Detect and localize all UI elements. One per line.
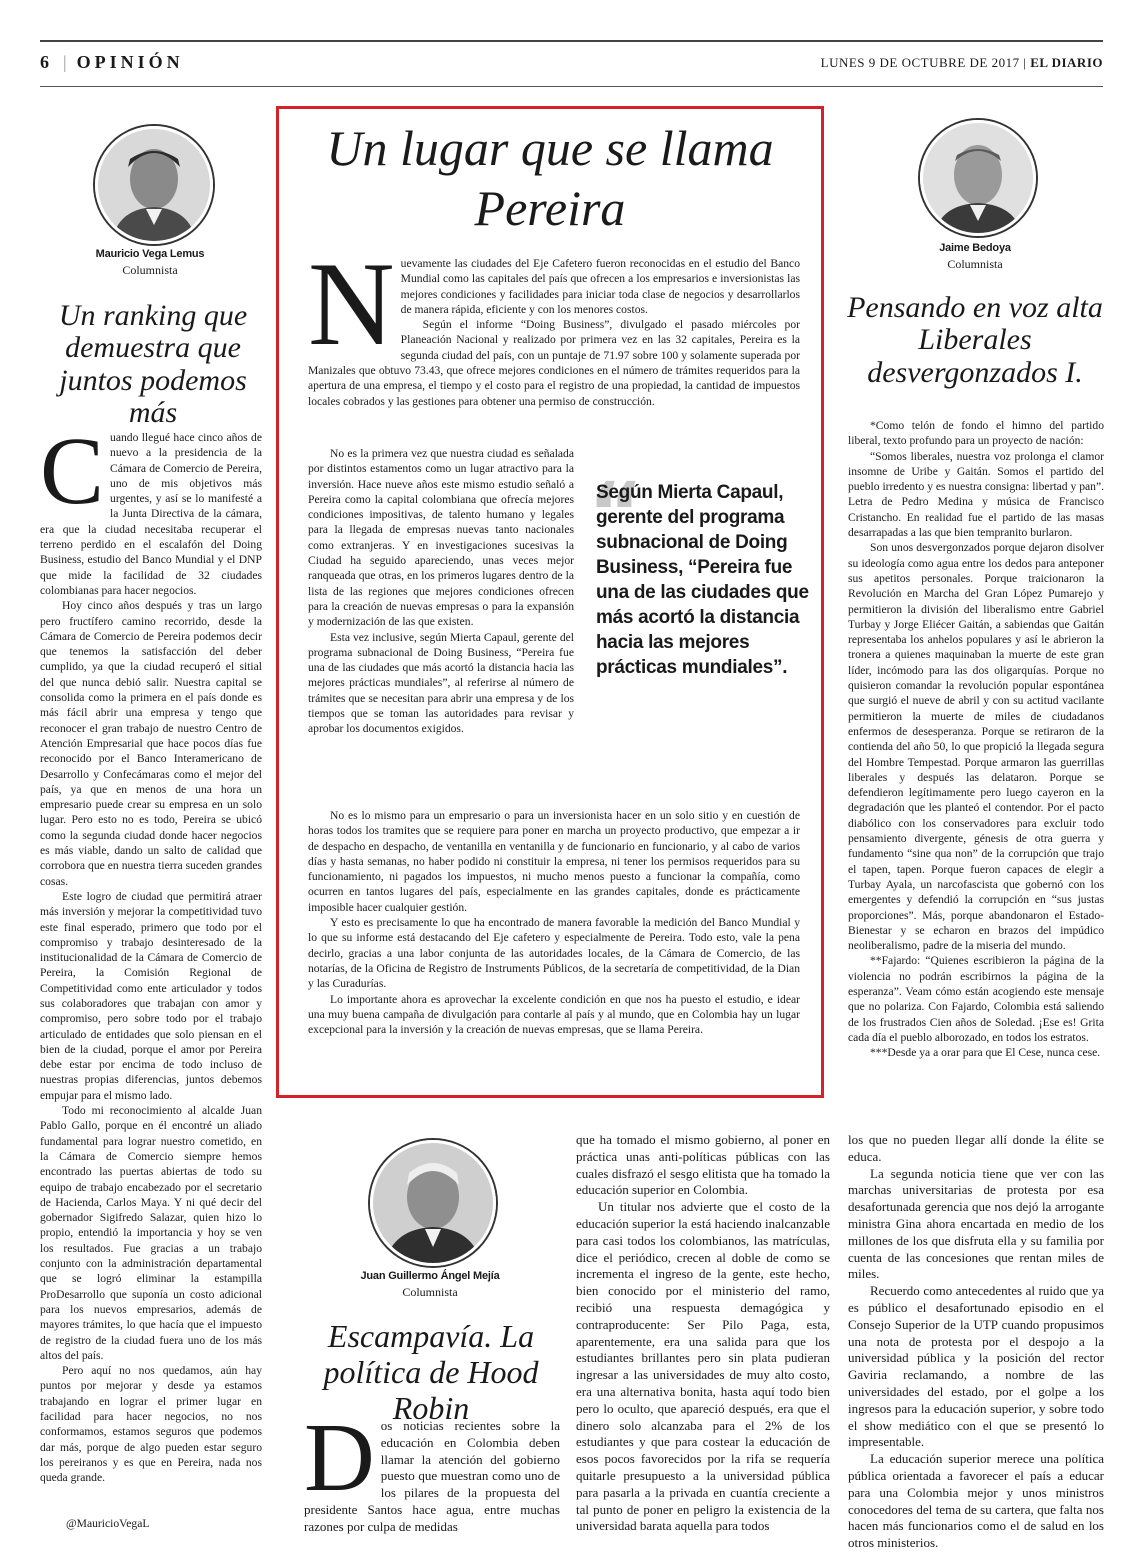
newspaper-name: EL DIARIO bbox=[1030, 55, 1103, 70]
body-paragraph: Lo importante ahora es aprovechar la excelente condición en que nos ha puesto el estudio, e idear una muy buena campaña de divulgación para contarle al país y al mundo, que en Colombia hay un lugar excepcional para la inversión y la creación de nuevas empresas, que se llama Pereira. bbox=[308, 992, 800, 1037]
body-paragraph: Nuevamente las ciudades del Eje Cafetero fueron reconocidas en el estudio del Banco Mundial como las capitales del país que ofrecen a los empresarios e inversionistas las mejores condiciones y facilidades para iniciar toda clase de negocios y desarrollarlos de manera rápida, eficiente y con los menores costos. bbox=[308, 237, 800, 370]
author-handle: @MauricioVegaL bbox=[66, 1517, 150, 1530]
column-headline: Pensando en voz alta Liberales desvergonzados I. bbox=[847, 291, 1103, 389]
body-paragraph: Este logro de ciudad que permitirá atraer más inversión y mejorar la competitividad tuvo este final esperado, primero que todo por el compromiso y trabajo desinteresado de la institucionalidad de la Cámara de Comercio de Pereira, la Comisión Regional de Competitividad como ente articulador y todos sus colaboradores que trabajan con amor y compromiso, pero sobre todo por el trabajo articulado de entidades que solo piensan en el bien de la ciudad, porque el amor por Pereira debe estar por encima de todo incluso de nuestras propias diferencias, juntos debemos empujar para el mismo lado. bbox=[40, 889, 262, 1102]
bottom-col-1 bbox=[304, 1404, 560, 1538]
author-role: Columnista bbox=[947, 257, 1003, 271]
bottom-col-3 bbox=[848, 1132, 1104, 1556]
body-paragraph: Según el informe “Doing Business”, divulgado el pasado miércoles por Planeación Nacional y realizado por primera vez en las 32 capitales, Pereira es la segunda ciudad del país, con un puntaje de 71.97 sobre 100 y solamente superada por Manizales que obtuvo 73.43, que ofrece mejores condiciones en el número de trámites requeridos para la apertura de una empresa, el tiempo y el costo para el registro de una propiedad, la cantidad de impuestos locales cobrados y las gestiones para obtener una permiso de construcción. bbox=[308, 318, 800, 408]
section-name: OPINIÓN bbox=[76, 52, 184, 72]
body-paragraph: Esta vez inclusive, según Mierta Capaul, gerente del programa subnacional de Doing Business, “Pereira fue una de las ciudades que más acortó la distancia hacia las mejores prácticas mundiales”, al referirse al número de trámites que se necesitan para abrir una empresa y de los tiempos que se toman las autoridades para revisar y aprobar los documentos exigidos. bbox=[308, 630, 574, 736]
page-number: 6 bbox=[40, 52, 53, 72]
editorial-headline: Un lugar que se llama Pereira bbox=[326, 120, 774, 236]
editorial-body-narrow bbox=[308, 446, 574, 804]
editorial-body-bottom bbox=[308, 808, 800, 1090]
page-header-left: 6 | OPINIÓN bbox=[40, 52, 184, 72]
drop-cap: D bbox=[304, 1404, 375, 1512]
pull-quote: Según Mierta Capaul, gerente del programa subnacional de Doing Business, “Pereira fue una de las ciudades que más acortó la distancia hacia las mejores prácticas mundiales”. bbox=[596, 482, 809, 678]
drop-cap: N bbox=[308, 237, 395, 370]
body-paragraph: ***Desde ya a orar para que El Cese, nunca cese. bbox=[870, 1046, 1101, 1060]
author-photo-bedoya bbox=[920, 120, 1036, 236]
body-paragraph: “Somos liberales, nuestra voz prolonga el clamor insomne de Uribe y Gaitán. Somos el partido del pueblo irredento y es nuestra consigna: libertad y pan”. Letra de Pedro Medina y música de Francisco Cristancho. En realidad fue el partido de las masas desarrapadas a las que bien tempranito burlaron. bbox=[848, 449, 1104, 540]
body-paragraph: Cuando llegué hace cinco años de nuevo a la presidencia de la Cámara de Comercio de Pereira, uno de mis objetivos más urgentes, y así se lo manifesté a la Junta Directiva de la cámara, era que la ciudad necesitaba recuperar el terreno perdido en el escalafón del Doing Business, estudio del Banco Mundial y el DNP que mide la facilidad de 32 ciudades colombianas para hacer negocios. bbox=[40, 417, 262, 597]
body-paragraph: La educación superior merece una política pública orientada a favorecer el país a educar para una Colombia mejor y unos ministros conocedores del tema de su cartera, que falta nos hacen más funcionarios como el de salud en los otros ministerios. bbox=[848, 1451, 1104, 1551]
author-role: Columnista bbox=[402, 1285, 458, 1299]
body-paragraph: Todo mi reconocimiento al alcalde Juan Pablo Gallo, porque en él encontré un aliado fundamental para lograr nuestro cometido, en la Cámara de Comercio siempre hemos encontrado las puertas abiertas de todo su equipo de trabajo encabezado por el secretario de Hacienda, Carlos Maya. Y ni qué decir del gobernador Sigifredo Salazar, quien hizo lo propio, entendió la importancia y hoy se ven los resultados. Fue gracias a un trabajo conjunto con la administración departamental que se logró eliminar la estampilla ProDesarrollo que suponía un costo adicional para los nuevos empresarios, además de mayores trámites, lo que hacía que el impuesto de registro de la ciudad fuera uno de los más altos del país. bbox=[40, 1104, 262, 1362]
column-body bbox=[848, 418, 1104, 1098]
body-paragraph: Y esto es precisamente lo que ha encontrado de manera favorable la medición del Banco Mundial y lo que su informe está destacando del Eje cafetero y especialmente de Pereira. Todo esto, vale la pena decirlo, gracias a una labor conjunta de las autoridades locales, de la Cámara de Comercio, de las notarías, de la Oficina de Registro de Instruments Públicos, de la secretaría de competitividad, de la Dian y las Curadurías. bbox=[308, 916, 800, 991]
author-name: Mauricio Vega Lemus bbox=[95, 248, 205, 260]
top-rule bbox=[40, 40, 1103, 42]
body-paragraph: que ha tomado el mismo gobierno, al poner en práctica unas anti-políticas públicas con las cuales disfrazó el sesgo elitista que ha tomado la educación superior en Colombia. bbox=[576, 1132, 830, 1198]
editorial-body-top bbox=[308, 237, 800, 451]
author-name: Juan Guillermo Ángel Mejía bbox=[360, 1270, 500, 1282]
page-header-right: LUNES 9 DE OCTUBRE DE 2017 | EL DIARIO bbox=[820, 55, 1103, 70]
column-body bbox=[40, 417, 262, 1520]
body-paragraph: Un titular nos advierte que el costo de la educación superior la está haciendo inalcanzable para casi todos los colombianos, las matrículas, dice el periódico, crecen al doble de como se incrementa el ingreso de la gente, este hecho, bien conocido por el ministerio del ramo, recibió una respuesta demagógica y contraproducente: Ser Pilo Paga, esta, aparentemente, era una salida para que los estudiantes brillantes pero sin plata pudieran ingresar a las universidades de muy alto costo, era una alternativa bonita, hasta aquí todo bien pero lo oculto, que apareció después, era que el dinero solo alcanzaba para el 2% de los estudiantes y que para costear la educación de esos pocos favorecidos por la rifa se requería quitarle presupuesto a la universidad pública para pasarla a la privada en cuantía creciente a tal punto de poner en peligro la existencia de la universidad barata aquella para todos bbox=[576, 1199, 830, 1534]
author-name: Jaime Bedoya bbox=[939, 242, 1011, 254]
body-paragraph: **Fajardo: “Quienes escribieron la página de la violencia no podrán escribirnos la página de la esperanza”. Veam cómo están acogiendo este mensaje que no polariza. Con Fajardo, Colombia está saliendo de los frustrados Cien años de Soledad. ¡Ese es! Grita cada día el pueblo alborozado, en todos los estratos. bbox=[848, 954, 1104, 1044]
author-photo-angel bbox=[370, 1140, 496, 1266]
body-paragraph: Son unos desvergonzados porque dejaron disolver su ideología como agua entre los dedos para anteponer sus apetitos personales. Porque traicionaron la Revolución en Marcha del Gran López Pumarejo y permitieron la división del liberalismo entre Gabriel Turbay y Jorge Eliécer Gaitán, a sabiendas que Gaitán representaba los anhelos populares y así le abrieron la tronera a quienes maquinaban la muerte de este gran líder, incómodo para las dos oligarquías. Porque no quisieron comandar la revolución popular espontánea que surgió el nueve de abril y con su actitud vacilante permitieron la muerte de miles de ciudadanos enfermos de desesperanza. Porque se retiraron de la contienda del año 50, lo que propició la llegada segura del Hombre Tempestad. Porque armaron las guerrillas liberales y después las delataron. Porque se defendieron legítimamente pero luego cayeron en la degradación que les planteó el contendor. Por el pacto diabólico con los conservadores para excluir todo pensamiento divergente, génesis de otra guerra y fundamento “sine qua non” de la corrupción que trajo el tapen, tapen. Porque fueron capaces de elegir a Turbay Ayala, un narcofascista que gobernó con los emergentes y defendió la corrupción en “sus justas proporciones”. Más, porque abandonaron el Estado-Bienestar y se echaron en brazos del impúdico neoliberalismo, padre de la miseria del mundo. bbox=[848, 541, 1104, 953]
body-paragraph: Pero aquí no nos quedamos, aún hay puntos por mejorar y desde ya estamos trabajando en lograr el primer lugar en facilidad para hacer negocios, no nos conformamos, estamos seguros que podemos dar más, porque de algo pueden estar seguro los pereiranos y es que en Pereira, nada nos queda grande. bbox=[40, 1364, 262, 1485]
body-paragraph: Hoy cinco años después y tras un largo pero fructífero camino recorrido, desde la Cámara de Comercio de Pereira podemos decir que tenemos la satisfacción del deber cumplido, ya que la ciudad recuperó el sitial del que nunca debió salir. Nuestra capital se consolida como la primera en el país donde es más fácil abrir una empresa y tengo que reconocer el gran trabajo de nuestro Centro de Atención Empresarial que hace pocos días fue reconocido por el Banco Interamericano de Desarrollo y Confecámaras como el mejor del país, ya que en menos de una hora un empresario puede crear su empresa en un solo lugar. Pero esto no es todo, Pereira se ubicó como la segunda ciudad donde hacer negocios es más viable, dando un salto de calidad que corrobora que en nuestra tierra suceden grandes cosas. bbox=[40, 599, 262, 888]
body-paragraph: No es la primera vez que nuestra ciudad es señalada por distintos estamentos como un lugar atractivo para la inversión. Hace nueve años este mismo estudio señaló a Pereira como la capital colombiana que ofrecía mejores condiciones impositivas, de talento humano y legales para la llegada de empresas nuevas tanto nacionales como extranjeras. Y en investigaciones sucesivas la Ciudad ha seguido apareciendo, unas veces mejor ranqueada que otras, en los primeros lugares dentro de la lista de las regiones que mejores condiciones ofrecen para la creación de nuevas empresas o para la expansión y modernización de las que existen. bbox=[308, 447, 574, 629]
bottom-col-2 bbox=[576, 1132, 830, 1556]
author-role: Columnista bbox=[122, 263, 178, 277]
column-headline: Escampavía. La política de Hood Robin bbox=[323, 1318, 539, 1426]
column-headline: Un ranking que demuestra que juntos podemos más bbox=[58, 299, 248, 430]
issue-date: LUNES 9 DE OCTUBRE DE 2017 bbox=[820, 55, 1020, 70]
body-paragraph: Dos noticias recientes sobre la educación en Colombia deben llamar la atención del gobierno puesto que muestran como uno de los pilares de la propuesta del presidente Santos hace agua, entre muchas razones por culpa de medidas bbox=[304, 1404, 560, 1534]
body-paragraph: No es lo mismo para un empresario o para un inversionista hacer en un solo sitio y en cuestión de horas todos los tramites que se requiere para poner en marcha un proyecto productivo, que empezar a ir de despacho en despacho, de ventanilla en ventanilla y de funcionario en funcionario, y al cabo de varios días y hasta semanas, no haber podido ni constituir la empresa, ni tener los permisos requeridos para su funcionamiento, ni pagados los impuestos, ni mucho menos puesto a funcionar la compañía, como ocurren en tantos lugares del país, especialmente en las grandes capitales, donde es prácticamente imposible hacer cualquier gestión. bbox=[308, 809, 800, 914]
body-paragraph: *Como telón de fondo el himno del partido liberal, texto profundo para un proyecto de nación: bbox=[848, 419, 1104, 448]
quote-mark-icon: “ bbox=[588, 464, 644, 562]
body-paragraph: los que no pueden llegar allí donde la élite se educa. bbox=[848, 1132, 1104, 1164]
body-paragraph: Recuerdo como antecedentes al ruido que ya es público el desafortunado episodio en el Consejo Superior de la UTP cuando propusimos una nota de protesta por el despojo a la universidad pública y la posición del rector Gaviria reclamando, a nombre de las universidades del estado, por el golpe a los ingresos para la educación superior, y sobre todo el show mediático con el que se presentó lo impresentable. bbox=[848, 1283, 1104, 1450]
header-rule bbox=[40, 86, 1103, 87]
drop-cap: C bbox=[40, 417, 105, 524]
author-photo-vega bbox=[95, 126, 213, 244]
body-paragraph: La segunda noticia tiene que ver con las marchas universitarias de protesta por esa desafortunada gerencia que nos dejó la arrogante ministra Gina ahora encartada en medio de los millones de los que disfruta ella y su familia por cuenta de las concesiones que rentan miles de miles. bbox=[848, 1165, 1104, 1282]
